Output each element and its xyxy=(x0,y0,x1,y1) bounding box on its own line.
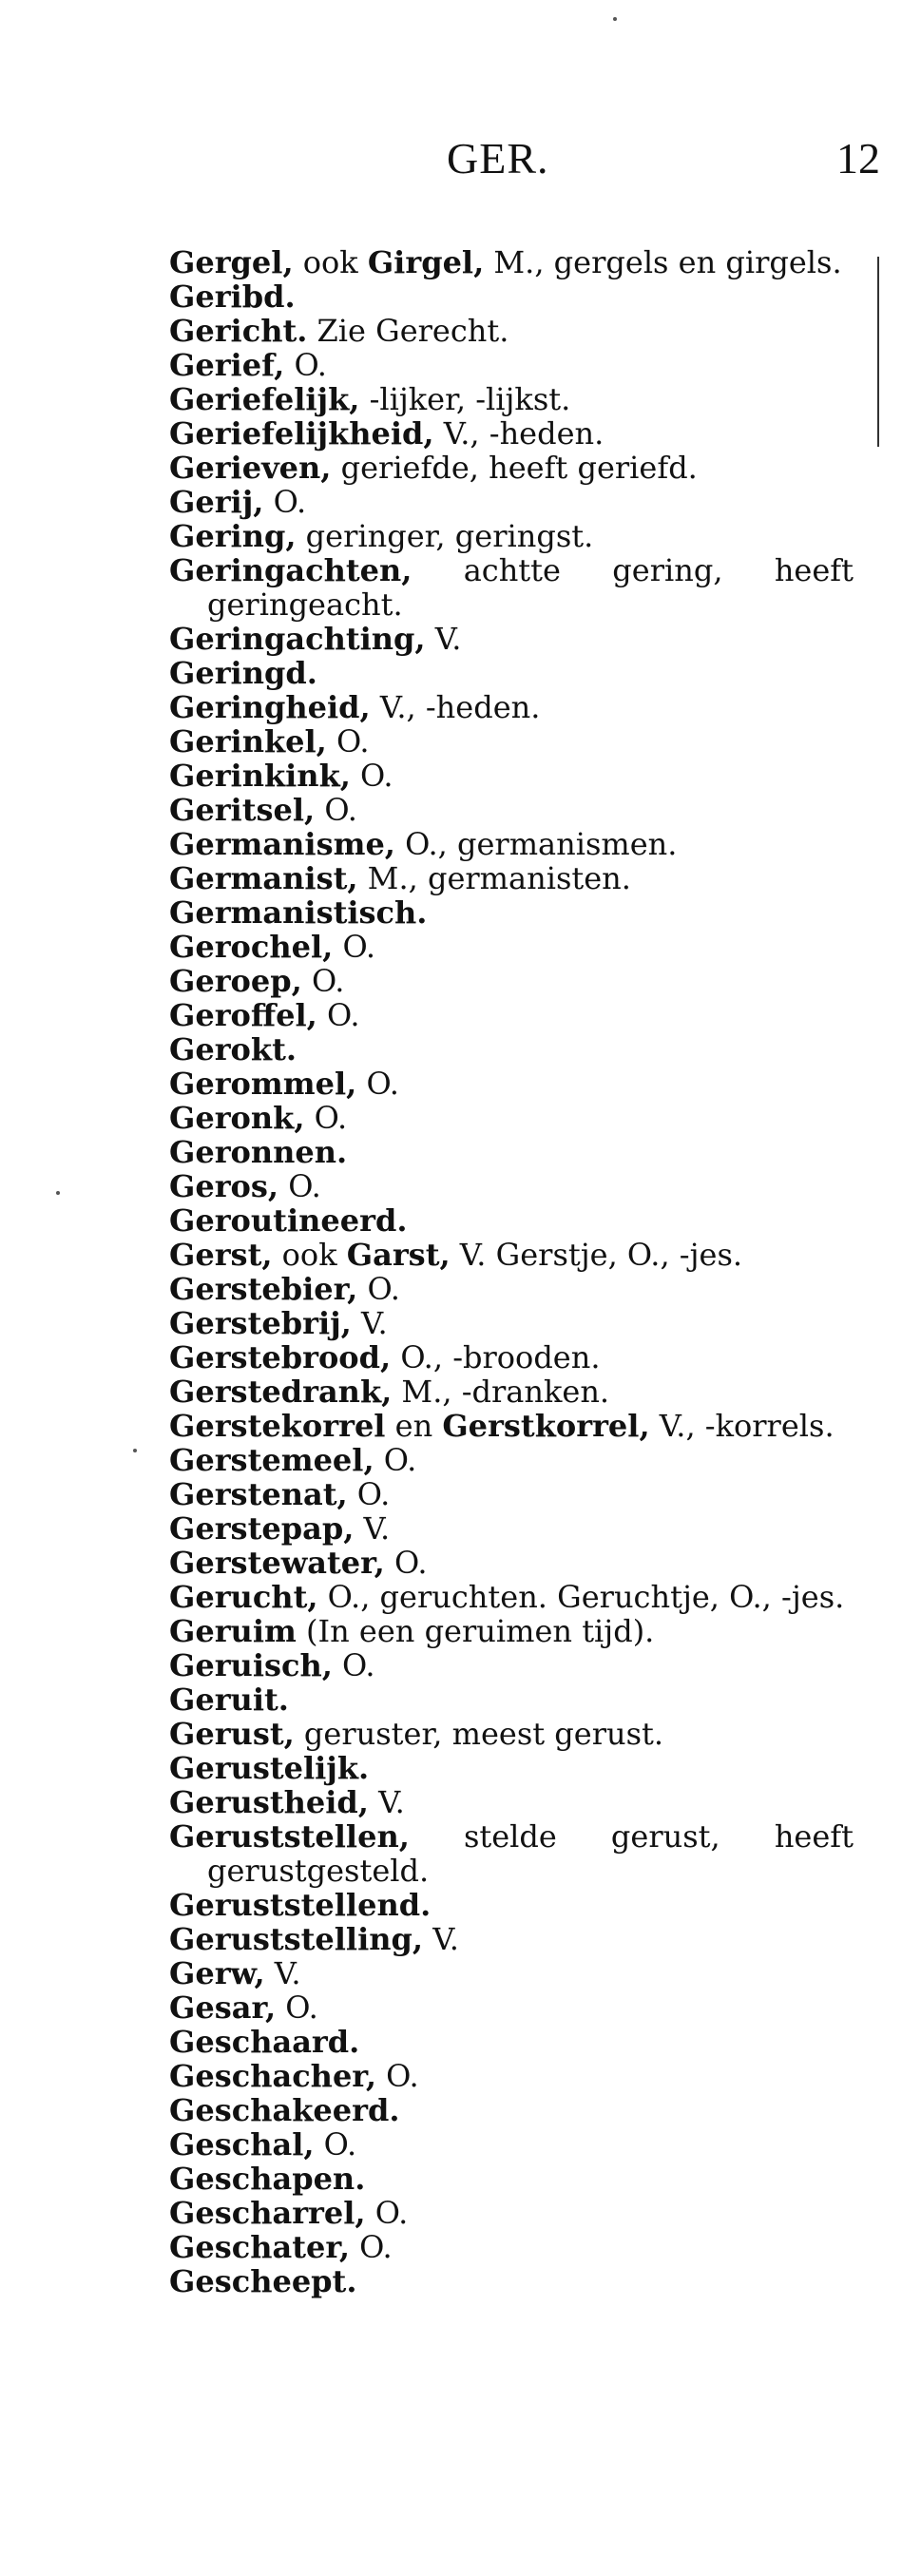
entry-text: V. xyxy=(423,1921,459,1957)
entry-text: V. xyxy=(425,621,462,657)
entry-text: V. xyxy=(264,1955,301,1991)
dictionary-entry xyxy=(169,1580,854,1614)
dictionary-entry xyxy=(169,690,854,724)
dictionary-entry xyxy=(169,1546,854,1580)
dictionary-entry xyxy=(169,1888,854,1922)
dictionary-entry xyxy=(169,1203,854,1238)
dictionary-entry xyxy=(169,724,854,759)
headword: Gescharrel, xyxy=(169,2195,366,2231)
entry-text: O. xyxy=(350,758,393,794)
headword: Gerustelijk. xyxy=(169,1750,370,1786)
headword: Geriefelijkheid, xyxy=(169,415,434,452)
headword: Gerieven, xyxy=(169,450,332,486)
headword: Gerstebier, xyxy=(169,1271,358,1307)
dictionary-entry xyxy=(169,2196,854,2230)
headword: Gerstedrank, xyxy=(169,1374,393,1410)
headword: Gerij, xyxy=(169,484,264,520)
print-speck xyxy=(133,1449,137,1452)
headword: Geruststellend. xyxy=(169,1887,432,1923)
headword: Gerinkink, xyxy=(169,758,351,794)
entry-text: geringer, geringst. xyxy=(296,518,594,554)
headword: Geribd. xyxy=(169,279,296,315)
dictionary-entry xyxy=(169,382,854,416)
headword: Geruim xyxy=(169,1613,297,1649)
dictionary-entry xyxy=(169,895,854,930)
dictionary-entry xyxy=(169,451,854,485)
dictionary-entry xyxy=(169,1990,854,2025)
headword: Geringachting, xyxy=(169,621,426,657)
entry-text: (In een geruimen tijd). xyxy=(296,1613,655,1649)
entry-text: O. xyxy=(375,2058,419,2094)
headword: Geschacher, xyxy=(169,2058,376,2094)
headword: Geritsel, xyxy=(169,792,316,828)
headword: Gerstebrij, xyxy=(169,1305,352,1341)
headword: Gerst, xyxy=(169,1237,273,1273)
dictionary-entry xyxy=(169,314,854,348)
dictionary-entry xyxy=(169,1614,854,1648)
entry-text: O. xyxy=(326,723,370,759)
headword: Gerw, xyxy=(169,1955,265,1991)
entry-text: O. xyxy=(384,1545,428,1581)
dictionary-entry xyxy=(169,2093,854,2127)
page-number: 12 xyxy=(836,134,880,183)
dictionary-entry xyxy=(169,1340,854,1375)
headword: Gerokt. xyxy=(169,1031,297,1067)
entry-text: M., gergels en girgels. xyxy=(484,244,842,280)
headword: Germanisme, xyxy=(169,826,395,862)
entry-text: O. xyxy=(278,1168,321,1204)
headword: Gerstepap, xyxy=(169,1510,355,1547)
headword: Geringachten, xyxy=(169,552,413,588)
entry-text: -lijker, -lijkst. xyxy=(359,381,571,417)
entry-text: O. xyxy=(301,963,345,999)
dictionary-entry xyxy=(169,827,854,861)
dictionary-entry xyxy=(169,1477,854,1511)
entry-text: O. xyxy=(356,1066,399,1102)
headword: Gering, xyxy=(169,518,297,554)
dictionary-entry xyxy=(169,622,854,656)
running-header: GER. xyxy=(447,134,549,183)
dictionary-entry xyxy=(169,1409,854,1443)
headword: Gerstkorrel, xyxy=(442,1408,650,1444)
dictionary-entries xyxy=(169,245,854,2298)
entry-text: O. xyxy=(350,2229,393,2265)
entry-text: en xyxy=(385,1408,443,1444)
headword: Girgel, xyxy=(367,244,485,280)
headword: Geroep, xyxy=(169,963,302,999)
headword: Geringheid, xyxy=(169,689,371,725)
dictionary-entry xyxy=(169,1135,854,1169)
dictionary-entry xyxy=(169,2059,854,2093)
headword: Gerinkel, xyxy=(169,723,327,759)
dictionary-entry xyxy=(169,1375,854,1409)
margin-rule xyxy=(877,257,879,447)
headword: Gerucht, xyxy=(169,1579,318,1615)
dictionary-entry xyxy=(169,1785,854,1819)
dictionary-entry xyxy=(169,1717,854,1751)
headword: Gerstebrood, xyxy=(169,1339,392,1375)
entry-text: geruster, meest gerust. xyxy=(294,1716,664,1752)
headword: Gerief, xyxy=(169,347,285,383)
entry-text: stelde gerust, heeft gerustgesteld. xyxy=(207,1818,854,1889)
entry-text: V., -korrels. xyxy=(649,1408,835,1444)
headword: Geroffel, xyxy=(169,997,317,1033)
entry-text: V., -heden. xyxy=(370,689,541,725)
headword: Gericht. xyxy=(169,313,308,349)
headword: Gesar, xyxy=(169,1990,277,2026)
headword: Geschapen. xyxy=(169,2161,366,2197)
headword: Geruststellen, xyxy=(169,1818,410,1855)
dictionary-entry xyxy=(169,930,854,964)
dictionary-entry xyxy=(169,519,854,553)
dictionary-entry xyxy=(169,1169,854,1203)
entry-text: O. xyxy=(357,1271,400,1307)
entry-text: O., -brooden. xyxy=(391,1339,601,1375)
dictionary-entry xyxy=(169,1238,854,1272)
entry-text: ook xyxy=(293,244,368,280)
dictionary-entry xyxy=(169,348,854,382)
dictionary-entry xyxy=(169,1067,854,1101)
print-speck xyxy=(613,17,617,21)
dictionary-entry xyxy=(169,485,854,519)
headword: Germanist, xyxy=(169,860,358,896)
dictionary-entry xyxy=(169,245,854,279)
headword: Garst, xyxy=(346,1237,451,1273)
entry-text: O. xyxy=(332,1647,375,1683)
entry-text: V. xyxy=(368,1784,405,1820)
entry-text: ook xyxy=(272,1237,347,1273)
entry-text: O., germanismen. xyxy=(394,826,678,862)
dictionary-entry xyxy=(169,793,854,827)
dictionary-entry xyxy=(169,1443,854,1477)
entry-text: V. xyxy=(351,1305,388,1341)
dictionary-entry xyxy=(169,1922,854,1956)
headword: Geschakeerd. xyxy=(169,2092,400,2128)
dictionary-entry xyxy=(169,759,854,793)
dictionary-entry xyxy=(169,1101,854,1135)
headword: Geruststelling, xyxy=(169,1921,424,1957)
headword: Geroutineerd. xyxy=(169,1202,408,1239)
entry-text: V. Gerstje, O., -jes. xyxy=(450,1237,743,1273)
headword: Geschaard. xyxy=(169,2024,360,2060)
headword: Geros, xyxy=(169,1168,279,1204)
headword: Germanistisch. xyxy=(169,894,428,931)
headword: Gerstewater, xyxy=(169,1545,385,1581)
dictionary-entry xyxy=(169,1032,854,1067)
headword: Gerochel, xyxy=(169,929,334,965)
dictionary-entry xyxy=(169,998,854,1032)
entry-text: O. xyxy=(304,1100,348,1136)
dictionary-entry xyxy=(169,2025,854,2059)
dictionary-entry xyxy=(169,861,854,895)
headword: Geriefelijk, xyxy=(169,381,360,417)
entry-text: O. xyxy=(276,1990,318,2026)
headword: Gerustheid, xyxy=(169,1784,369,1820)
dictionary-entry xyxy=(169,656,854,690)
headword: Geronnen. xyxy=(169,1134,348,1170)
dictionary-entry xyxy=(169,279,854,314)
dictionary-entry xyxy=(169,1682,854,1717)
headword: Geronk, xyxy=(169,1100,305,1136)
dictionary-entry xyxy=(169,1751,854,1785)
dictionary-entry xyxy=(169,2230,854,2264)
dictionary-entry xyxy=(169,416,854,451)
headword: Geringd. xyxy=(169,655,317,691)
headword: Gerust, xyxy=(169,1716,295,1752)
headword: Gerstekorrel xyxy=(169,1408,386,1444)
entry-text: O. xyxy=(263,484,307,520)
entry-text: O. xyxy=(314,2126,357,2163)
entry-text: O. xyxy=(284,347,327,383)
dictionary-entry xyxy=(169,553,854,622)
headword: Geschal, xyxy=(169,2126,315,2163)
entry-text: O. xyxy=(317,997,360,1033)
entry-text: O., geruchten. Geruchtje, O., -jes. xyxy=(317,1579,845,1615)
dictionary-entry xyxy=(169,2127,854,2162)
dictionary-entry xyxy=(169,1272,854,1306)
headword: Gergel, xyxy=(169,244,294,280)
entry-text: V. xyxy=(354,1510,391,1547)
headword: Geruit. xyxy=(169,1682,289,1718)
entry-text: V., -heden. xyxy=(433,415,605,452)
dictionary-entry xyxy=(169,1648,854,1682)
dictionary-entry xyxy=(169,964,854,998)
dictionary-entry xyxy=(169,1956,854,1990)
headword: Gescheept. xyxy=(169,2263,357,2299)
entry-text: O. xyxy=(347,1476,391,1512)
headword: Geruisch, xyxy=(169,1647,333,1683)
headword: Geschater, xyxy=(169,2229,350,2265)
dictionary-entry xyxy=(169,1819,854,1888)
print-speck xyxy=(56,1191,60,1195)
headword: Gerstemeel, xyxy=(169,1442,374,1478)
entry-text: M., germanisten. xyxy=(357,860,631,896)
dictionary-entry xyxy=(169,1306,854,1340)
entry-text: O. xyxy=(333,929,375,965)
entry-text: O. xyxy=(365,2195,409,2231)
dictionary-entry xyxy=(169,1511,854,1546)
entry-text: M., -dranken. xyxy=(392,1374,610,1410)
entry-text: geriefde, heeft geriefd. xyxy=(331,450,698,486)
entry-text: achtte gering, heeft geringeacht. xyxy=(207,552,854,623)
entry-text: O. xyxy=(374,1442,417,1478)
headword: Gerommel, xyxy=(169,1066,357,1102)
dictionary-entry xyxy=(169,2162,854,2196)
entry-text: O. xyxy=(315,792,357,828)
entry-text: Zie Gerecht. xyxy=(307,313,509,349)
headword: Gerstenat, xyxy=(169,1476,348,1512)
dictionary-entry xyxy=(169,2264,854,2298)
